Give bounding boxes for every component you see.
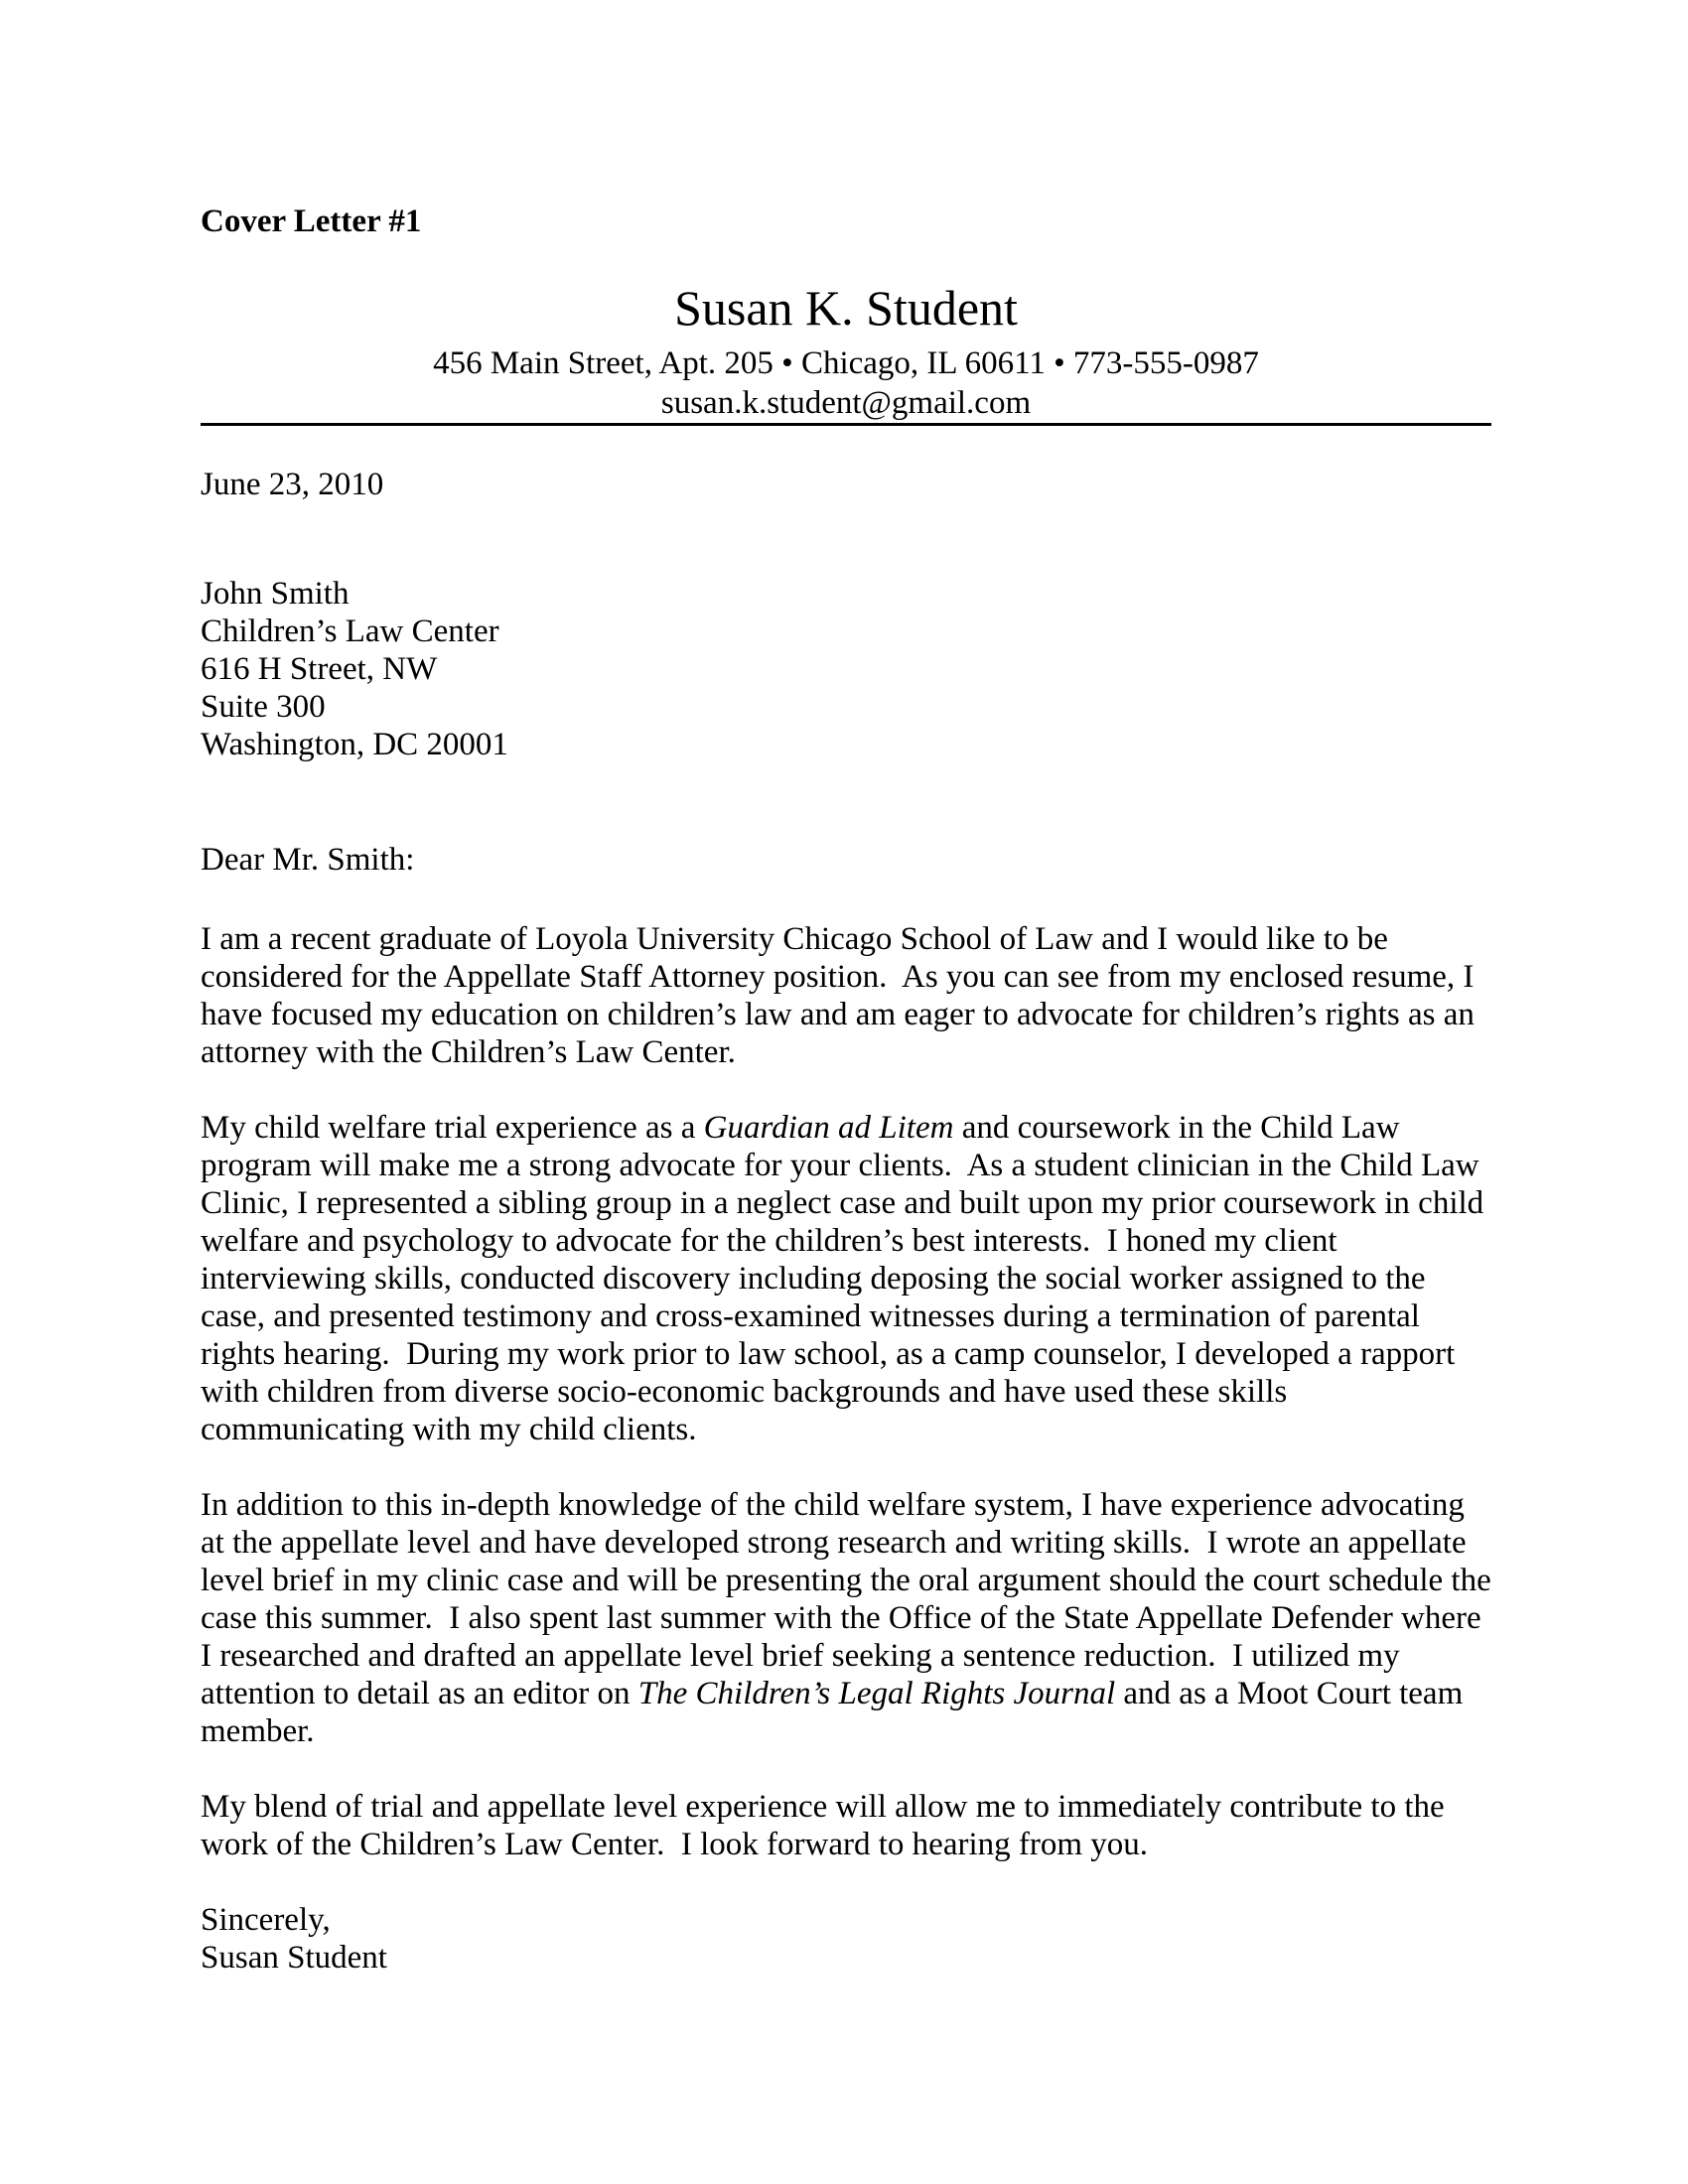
- recipient-street: 616 H Street, NW: [201, 651, 438, 687]
- sender-contact-line: 456 Main Street, Apt. 205 • Chicago, IL 60611 • 773-555-0987: [433, 345, 1259, 381]
- paragraph-3: In addition to this in-depth knowledge of the child welfare system, I have experience advocating at the appellate level and have developed strong research and writing skills. I wrote an appellate level brief in my clinic case and will be presenting the oral argument should the court schedule the case this summer. I also spent last summer with the Office of the State Appellate Defender where I researched and drafted an appellate level brief seeking a sentence reduction. I utilized my attention to detail as an editor on The Children’s Legal Rights Journal and as a Moot Court team member.: [201, 1487, 1499, 1749]
- letterhead: [201, 279, 1491, 426]
- salutation: Dear Mr. Smith:: [201, 842, 415, 878]
- recipient-name: John Smith: [201, 576, 350, 612]
- signature-name: Susan Student: [201, 1940, 387, 1976]
- recipient-organization: Children’s Law Center: [201, 614, 499, 649]
- recipient-suite: Suite 300: [201, 689, 326, 725]
- sender-email: susan.k.student@gmail.com: [660, 385, 1032, 421]
- paragraph-2: My child welfare trial experience as a Guardian ad Litem and coursework in the Child Law program will make me a strong advocate for your clients. As a student clinician in the Child Law Clinic, I represented a sibling group in a neglect case and built upon my prior coursework in child welfare and psychology to advocate for the children’s best interests. I honed my client interviewing skills, conducted discovery including deposing the social worker assigned to the case, and presented testimony and cross-examined witnesses during a termination of parental rights hearing. During my work prior to law school, as a camp counselor, I developed a rapport with children from diverse socio-economic backgrounds and have used these skills communicating with my child clients.: [201, 1110, 1492, 1447]
- date-line: June 23, 2010: [201, 467, 384, 502]
- closing-block: [201, 1901, 1491, 1977]
- closing-sincerely: Sincerely,: [201, 1902, 331, 1938]
- paragraph-4: My blend of trial and appellate level experience will allow me to immediately contribute to the work of the Children’s Law Center. I look forward to hearing from you.: [201, 1789, 1453, 1862]
- sender-name: Susan K. Student: [674, 280, 1018, 336]
- recipient-block: [201, 575, 1491, 763]
- recipient-city-state-zip: Washington, DC 20001: [201, 727, 508, 762]
- cover-letter-label: Cover Letter #1: [201, 204, 422, 239]
- paragraph-1: I am a recent graduate of Loyola University Chicago School of Law and I would like to be considered for the Appellate Staff Attorney position. As you can see from my enclosed resume, I have focused my education on children’s law and am eager to advocate for children’s rights as an attorney with the Children’s Law Center.: [201, 921, 1483, 1070]
